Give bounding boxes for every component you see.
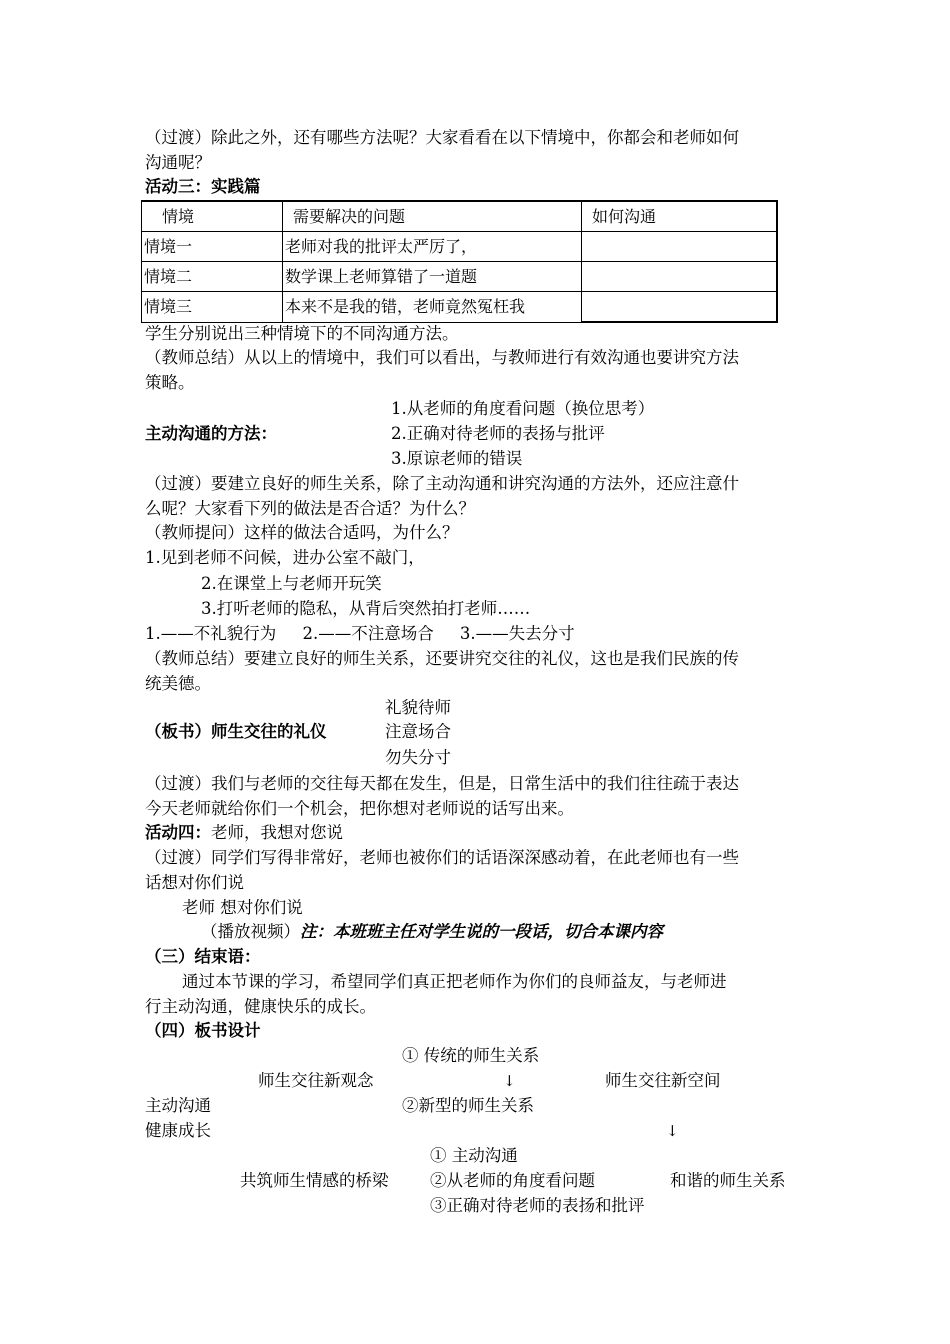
healthy-growth: 健康成长 [145, 1121, 211, 1140]
behavior-item: 3.打听老师的隐私，从背后突然拍打老师…… [201, 599, 531, 618]
transition4-line-2: 话想对你们说 [145, 873, 244, 892]
transition4-line-3: 老师 想对你们说 [182, 898, 303, 917]
table-header-row [142, 201, 778, 232]
method-item: 3.原谅老师的错误 [391, 449, 523, 468]
transition2-line-3: （教师提问）这样的做法合适吗，为什么？ [145, 523, 459, 542]
table-cell: 情境三 [142, 292, 283, 323]
table-cell [582, 262, 778, 292]
table-cell [582, 232, 778, 262]
board-design-title: （四）板书设计 [145, 1021, 261, 1040]
transition3-line-2: 今天老师就给你们一个机会，把你想对老师说的话写出来。 [145, 799, 574, 818]
table-header-cell: 情境 [142, 201, 283, 232]
activity4-title [145, 821, 343, 845]
method-item: 2.正确对待老师的表扬与批评 [391, 424, 605, 443]
arrow-down-icon: ↓ [503, 1072, 516, 1090]
video-note: 注：本班班主任对学生说的一段话，切合本课内容 [300, 922, 663, 941]
board1-item: 礼貌待师 [385, 698, 451, 717]
bridge-text: 共筑师生情感的桥梁 [240, 1171, 389, 1190]
transition3-line-1: （过渡）我们与老师的交往每天都在发生，但是，日常生活中的我们往往疏于表达 [145, 774, 739, 793]
table-cell: 本来不是我的错，老师竟然冤枉我 [283, 292, 582, 323]
table-cell [582, 292, 778, 323]
methods-label: 主动沟通的方法： [145, 424, 277, 443]
table-row [142, 232, 778, 262]
new-space: 师生交往新空间 [605, 1071, 721, 1090]
table-cell: 情境一 [142, 232, 283, 262]
summary2-line-2: 统美德。 [145, 674, 211, 693]
video-line [201, 920, 663, 944]
conclusion-title: （三）结束语： [145, 947, 261, 966]
intro-line-1: （过渡）除此之外，还有哪些方法呢？大家看看在以下情境中，你都会和老师如何 [145, 128, 739, 147]
table-row [142, 292, 778, 323]
situation-table [141, 200, 778, 323]
table-cell: 数学课上老师算错了一道题 [283, 262, 582, 292]
summary2-line-1: （教师总结）要建立良好的师生关系，还要讲究交往的礼仪，这也是我们民族的传 [145, 649, 739, 668]
after-table-line-1: 学生分别说出三种情境下的不同沟通方法。 [145, 324, 459, 343]
transition2-line-1: （过渡）要建立良好的师生关系，除了主动沟通和讲究沟通的方法外，还应注意什 [145, 474, 739, 493]
transition2-line-2: 么呢？大家看下列的做法是否合适？为什么？ [145, 499, 475, 518]
after-table-line-2: （教师总结）从以上的情境中，我们可以看出，与教师进行有效沟通也要讲究方法 [145, 348, 739, 367]
arrow-down-icon: ↓ [666, 1122, 679, 1140]
behavior-answers: 1.——不礼貌行为 2.——不注意场合 3.——失去分寸 [145, 624, 575, 643]
table-header-cell: 如何沟通 [582, 201, 778, 232]
board1-item: 注意场合 [385, 722, 451, 741]
harmony-relation: 和谐的师生关系 [670, 1171, 786, 1190]
behavior-item: 1.见到老师不问候，进办公室不敲门， [145, 548, 425, 567]
transition4-line-1: （过渡）同学们写得非常好，老师也被你们的话语深深感动着，在此老师也有一些 [145, 848, 739, 867]
method-item: 1.从老师的角度看问题（换位思考） [391, 399, 655, 418]
traditional-relation: ① 传统的师生关系 [402, 1046, 540, 1065]
video-label: （播放视频） [201, 922, 300, 941]
board1-item: 勿失分寸 [385, 748, 451, 767]
conclusion-line-1: 通过本节课的学习，希望同学们真正把老师作为你们的良师益友，与老师进 [182, 972, 727, 991]
intro-line-2: 沟通呢？ [145, 153, 211, 172]
table-cell: 情境二 [142, 262, 283, 292]
after-table-line-3: 策略。 [145, 373, 195, 392]
board-item-3: ③正确对待老师的表扬和批评 [430, 1196, 645, 1215]
new-concept: 师生交往新观念 [258, 1071, 374, 1090]
board-item-1: ① 主动沟通 [430, 1146, 518, 1165]
active-communication: 主动沟通 [145, 1096, 211, 1115]
board1-label: （板书）师生交往的礼仪 [145, 722, 327, 741]
conclusion-line-2: 行主动沟通，健康快乐的成长。 [145, 997, 376, 1016]
new-type-relation: ②新型的师生关系 [402, 1096, 534, 1115]
table-cell: 老师对我的批评太严厉了， [283, 232, 582, 262]
table-row [142, 262, 778, 292]
board-item-2: ②从老师的角度看问题 [430, 1171, 595, 1190]
behavior-item: 2.在课堂上与老师开玩笑 [201, 574, 382, 593]
activity4-title-bold: 活动四： [145, 823, 211, 842]
activity3-title: 活动三：实践篇 [145, 177, 261, 196]
activity4-title-rest: 老师，我想对您说 [211, 823, 343, 842]
table-header-cell: 需要解决的问题 [283, 201, 582, 232]
